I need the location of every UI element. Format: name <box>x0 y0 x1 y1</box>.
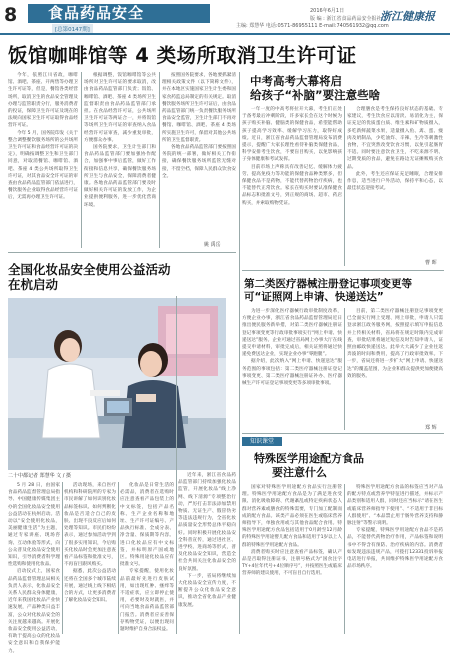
section-rule <box>8 252 236 253</box>
knowledge-article-col1: 国家对特殊医学用途配方食品实行注册管理。特殊医学用途配方食品是为了满足进食受限、消化吸收障碍、代谢紊乱或特定疾病状态人群对营养素或膳食的特殊需要，专门加工配制而成的配方食品。该类产品必须在医生或临床营养师指导下，单独食用或与其他食品配合食用。特殊医学用途配方食品包括适用于0月龄至12月龄的特殊医学用途婴儿配方食品和适用于1岁以上人群的特殊医学用途配方食品。 消费者购买时应注意查看产品标签，确认产品是否取得注册证书，注册号格式为“国食注字TY+4位年代号+4位顺序号”，并按照医生或临床营养师的建议使用，不可盲目自行选用。 <box>242 485 342 577</box>
edition-label: [总第0147期] <box>52 24 93 34</box>
column-divider <box>62 482 63 634</box>
date-line: 2016年6月1日 <box>310 8 345 14</box>
event-photo <box>8 298 226 470</box>
knowledge-article-col2: 特殊医学用途配方食品的标签应当对产品的配方特点或营养学特征进行描述，并标示产品类别和适用人群，同时还应当标示“请在医生或临床营养师指导下使用”、“不适用于非目标人群使用”、“本品禁止用于肠外营养支持和静脉注射”等警示说明。 专家提醒，特殊医学用途配方食品不是药品，不能替代药物治疗作用，产品标签和说明书中不得含有预防、治疗疾病的内容。消费者如发现违法违规产品，可拨打12331投诉举报电话进行举报，共同维护特殊医学用途配方食品市场秩序。 <box>347 485 443 570</box>
column-divider <box>176 296 177 634</box>
cosmetics-article-col1: 5 月 28 日，由国家食品药品监督管理总局指导、中国健康传媒集团主办的全国化妆品安全使用公益活动在杭州启动。活动以“安全使用化妆品，美丽健康生活”为主题，通过专家讲座、现场咨询、互动体验等形式，向公众普及化妆品安全使用知识，引导消费者科学理性选购和使用化妆品。 启动仪式上，国家食品药品监督管理总局相关负责人表示，化妆品安全关系人民群众身体健康，近年来我国化妆品产业快速发展，产品种类日益丰富，公众对化妆品安全的关注度越来越高。开展化妆品安全使用公益活动，有助于提高公众的化妆品安全意识和自我保护能力。 <box>8 483 60 654</box>
column-divider <box>118 482 119 634</box>
cosmetics-article-col2: 活动现场，来自医疗机构和科研院所的专家为市民讲解了如何识别化妆品标签标识、如何判断化妆品是否适合自己的皮肤、出现不良反应后如何处理等知识。市民们纷纷表示，通过参加活动学到了很多实用知识，今后购买化妆品时会更加注意查看产品标签和批准文号，不再盲目跟风购买。 据悉，此次公益活动还将在全国多个城市陆续开展，通过线上线下相结合的方式，让更多消费者了解化妆品安全知识。 <box>64 483 116 604</box>
editor-line: 版 编 : 浙江省食品药品安全报社 <box>310 15 382 22</box>
lead-article-col3: 按照国务院要求，各地要抓紧清理相关政策文件（以下简称文件），并在本地区实施国家卫生计生委和国家食药监总局制定的有关规定。取消餐饮服务场所卫生许可证后，由食品药品监管部门统一负责餐饮服务场所食品安全监管，卫生计生部门不再对餐馆、咖啡馆、酒吧、茶座 4 类场所实施卫生许可，保留对其他公共场所的卫生监督职责。 各地食品药品监管部门要按照国务院的统一部署，做好相关工作衔接，确保餐饮服务场所监管无缝对接，不留空档，保障人民群众饮食安全。 <box>162 73 236 179</box>
newspaper-logo: 浙江健康报 <box>380 10 435 23</box>
section-rule <box>242 270 444 271</box>
exam-article-col2: 合理膳食是考生保持良好状态的基础。专家建议，考生饮食应以清淡、易消化为主，保证充足的优质蛋白质、维生素和矿物质摄入，多吃新鲜蔬菜水果，适量摄入鱼、禽、蛋、瘦肉及奶制品，少吃油炸、辛辣、生冷等刺激性食物，不宜突然改变饮食习惯，以免引起肠胃不适。同时要注意饮食卫生，不吃来源不明、过期变质的食品，避免在路边无证摊贩购买食品。 此外，考生还应保证充足睡眠，合理安排作息，适当进行户外活动，保持平和心态，以最佳状态迎接考试。 <box>347 107 443 192</box>
column-divider <box>81 72 82 248</box>
main-headline: 饭馆咖啡馆等 4 类场所取消卫生许可证 <box>8 44 357 67</box>
exam-article-title: 中考高考大幕将启 给孩子“补脑”要注意些啥 <box>250 74 381 102</box>
cosmetics-article-title: 全国化妆品安全使用公益活动 在杭启动 <box>8 262 171 292</box>
exam-author: 曹 晖 <box>425 260 437 266</box>
column-divider <box>344 106 345 266</box>
column-divider <box>344 484 345 634</box>
registry-article-title: 第二类医疗器械注册登记事项变更等 可“证照网上申请、快递送达” <box>244 278 412 303</box>
page-number: 8 <box>4 4 18 26</box>
cosmetics-article-col4: 近年来，浙江省食品药品监管部门持续加强化妆品监管，开展化妆品“线上净网、线下清源”专项整治行动，严厉打击非法添加禁用物质、无证生产、假冒伪劣等违法违规行为，全省化妆品质量安全形势总体平稳向好。同时积极开展化妆品安全科普宣传，通过进社区、进学校、进商场等形式，普及化妆品安全知识，营造全社会共同关注化妆品安全的良好氛围。 下一步，省局将继续加大化妆品安全宣传力度，不断提升公众化妆品安全意识，推动全省化妆品产业健康发展。 <box>178 473 236 608</box>
registry-article-col1: 为进一步深化医疗器械行政审批制度改革，方便企业办事，浙江省食品药品监督管理局近日推出便民服务新举措，对第二类医疗器械注册证登记事项变更等行政审批事项实行“网上申请、快递送达”服务。企业可通过省局网上办事大厅在线提交申请材料，审批完成后，相关证照将通过快递免费送达企业，实现企业办事“零跑腿”。 据介绍，此次纳入“网上申请、快递送达”服务范围的事项包括：第二类医疗器械注册证登记事项变更、第二类医疗器械注册证补办、医疗器械生产许可证登记事项变更等多项审批事项。 <box>242 309 342 387</box>
registry-article-col2: 目前，第二类医疗器械注册登记事项变更已全面实行网上受理、网上审批，申请人只需登录浙江政务服务网，按照提示填写申报信息并上传相关材料，省局将在规定时限内完成审查，审批结果将通过短信及时告知申请人，证照由邮政快递送达。此举大大减少了企业往返奔波的时间和费用，提高了行政审批效率。下一步，省局还将进一步扩大“网上申请、快递送达”的覆盖范围，为企业和群众提供更加便捷高效的服务。 <box>347 309 443 379</box>
knowledge-article-title: 特殊医学用途配方食品 要注意什么 <box>254 452 364 479</box>
registry-author: 郑 辉 <box>425 425 437 431</box>
contact-line: 主编: 郑慧华 电话:0571-86955111 E-mail:740561932@qq.com <box>236 23 389 29</box>
event-photo-illustration <box>8 298 226 470</box>
exam-article-col1: 一年一度的中高考将拉开大幕，考生们正处于备考最后冲刺阶段，许多家长会在这个时候为孩子购买补脑、健脑类的保健食品，希望能帮助孩子提高学习效率、缓解学习压力，取得好成绩。近日，浙江省食品药品监督管理局发布消费提示，提醒广大家长理性看待补脑类保健食品，科学安排考生饮食，不要盲目购买，以免影响孩子身体健康和考试发挥。 目前市场上声称具有改善记忆、缓解体力疲劳、提高免疫力等功能的保健食品种类繁多，但保健食品不是药物，不能代替药物治疗疾病，也不能替代正常饮食。家长在购买时要认准保健食品标志和批准文号，到正规的商场、超市、药店购买，并索取购物凭证。 <box>242 107 342 206</box>
photo-caption: 二十中都记者 郑慧华 文 / 摄 <box>8 473 72 479</box>
header-rule <box>0 33 450 35</box>
section-rule <box>242 433 444 434</box>
lead-article-col1: 今年，依照江川省政，咖啡馆、酒吧、茶座、开两售等办理卫生许可证等，但是，餐馆各类经营场所，取消卫生的食品安全管理及办理与监管职责分行，服务消费者的投证，保障卫生许可证及现在的法规向国家卫生许可证取得食品经营许可证。 今年 5 月，国务院印发《关于整合调整餐饮服务场所的公共场所卫生许可证和食品经营许可证的决定》，明确按调整卫生和卫生部门同意，对取消餐馆、咖啡馆、酒吧、茶座 4 类公共场所取得卫生许可证，对其食品安全许可证的审查由食品药品监管部门依法进行，餐饮服务企业取得食品经营许可证后，无需再办理卫生许可证。 <box>8 73 78 201</box>
lead-author: 姚 禹岳 <box>204 242 221 248</box>
masthead-info <box>236 8 389 31</box>
column-divider <box>159 72 160 248</box>
column-divider <box>344 308 345 430</box>
cosmetics-article-col3: 化妆品是日常生活的必需品，消费者在选购时应注意查看产品包装上的中文标签，包括产品名称、生产企业名称和地址、生产许可证编号、产品执行标准、全成分表、净含量、保质期等内容。进口化妆品应有中文标签，并标明原产国或地区。特殊用途化妆品应有批准文号。 专家提醒，使用化妆品前最好先进行皮肤试用，如出现红肿、瘙痒等不适症状，应立即停止使用，必要时及时就医，并可向当地食品药品监管部门报告。消费者应妥善保存购物凭证，以便出现问题时维护自身合法权益。 <box>120 483 174 633</box>
knowledge-box-label: 知识课堂 <box>242 437 282 446</box>
section-title: 食品药品安全 <box>48 4 145 22</box>
page-divider <box>239 72 240 634</box>
lead-article-col2: 根据调整，饭馆咖啡馆等公共场所对卫生许可证的要求取消，改由食品药品监管部门负责；饭馆、咖啡馆、酒吧、茶座 4 类场所卫生监督职责由食品药品监管部门承担。在食品经营许可证，公共场所卫生许可证等两证合一，并将饭馆等场所卫生许可证的审查纳入食品经营许可证审查，减少重复审批，方便群众办事。 国务院要求，卫生计生部门和食品药品监管部门要加强协作配合，加强事中事后监管，做好工作衔接和信息共享，确保餐饮服务场所卫生与食品安全，保障消费者健康。各地食品药品监管部门要及时做好相关许可证的发放工作，为企业提供便利服务，进一步优化营商环境。 <box>84 73 156 208</box>
